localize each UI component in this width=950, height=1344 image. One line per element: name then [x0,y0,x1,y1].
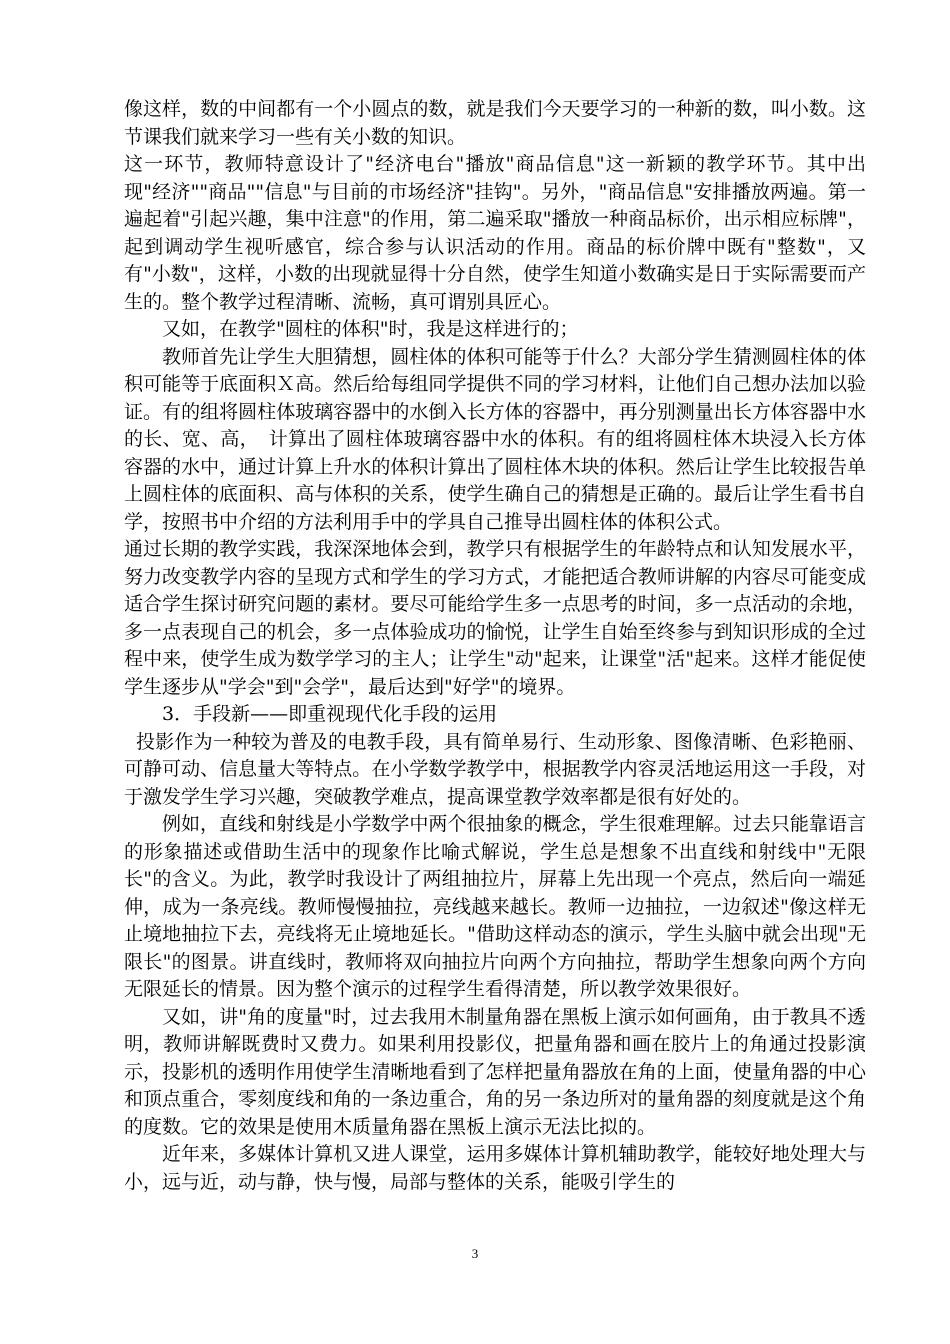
paragraph-cylinder-example-intro: 又如，在教学"圆柱的体积"时，我是这样进行的； [162,318,579,340]
section-heading-modern-means: 3．手段新——即重视现代化手段的运用 [162,703,498,725]
page-number: 3 [471,1246,479,1261]
paragraph-angle-measure: 又如，讲"角的度量"时，过去我用木制量角器在黑板上演示如何画角，由于教具不透明，教师讲解既费时又费力。如果利用投影仪，把量角器和画在胶片上的角通过投影演示，投影机的透明作用使学生清晰地看到了怎样把量角器放在角的上面，使量角器的中心和顶点重合，零刻度线和角的一条边重合，角的另一条边所对的量角器的刻度就是这个角的度数。它的效果是使用木质量角器在黑板上演示无法比拟的。 [124,1005,866,1138]
paragraph-lines-rays: 例如，直线和射线是小学数学中两个很抽象的概念，学生很难理解。过去只能靠语言的形象描述或借助生活中的现象作比喻式解说，学生总是想象不出直线和射线中"无限长"的含义。为此，教学时我设计了两组抽拉片，屏幕上先出现一个亮点，然后向一端延伸，成为一条亮线。教师慢慢抽拉，亮线越来越长。教师一边抽拉，一边叙述"像这样无止境地抽拉下去，亮线将无止境地延长。"借助这样动态的演示，学生头脑中就会出现"无限长"的图景。讲直线时，教师将双向抽拉片向两个方向抽拉，帮助学生想象向两个方向无限延长的情景。因为整个演示的过程学生看得清楚，所以教学效果很好。 [124,813,866,1000]
paragraph-economy-radio: 这一环节，教师特意设计了"经济电台"播放"商品信息"这一新颖的教学环节。其中出现"经济""商品""信息"与目前的市场经济"挂钩"。另外，"商品信息"安排播放两遍。第一遍起着"引起兴趣，集中注意"的作用，第二遍采取"播放一种商品标价，出示相应标牌"，起到调动学生视听感官，综合参与认识活动的作用。商品的标价牌中既有"整数"，又有"小数"，这样，小数的出现就显得十分自然，使学生知道小数确实是日于实际需要而产生的。整个教学过程清晰、流畅，真可谓别具匠心。 [124,153,866,313]
document-body [124,96,866,1196]
paragraph-cylinder-volume: 教师首先让学生大胆猜想，圆柱体的体积可能等于什么？大部分学生猜测圆柱体的体积可能等于底面积Ｘ高。然后给每组同学提供不同的学习材料，让他们自己想办法加以验证。有的组将圆柱体玻璃容器中的水倒入长方体的容器中，再分别测量出长方体容器中水的长、宽、高， 计算出了圆柱体玻璃容器中水的体积。有的组将圆柱体木块浸入长方体容器的水中，通过计算上升水的体积计算出了圆柱体木块的体积。然后让学生比较报告单上圆柱体的底面积、高与体积的关系，使学生确自己的猜想是正确的。最后让学生看书自学，按照书中介绍的方法利用手中的学具自己推导出圆柱体的体积公式。 [124,345,866,533]
paragraph-multimedia: 近年来，多媒体计算机又进人课堂，运用多媒体计算机辅助教学，能较好地处理大与小，远与近，动与静，快与慢，局部与整体的关系，能吸引学生的 [124,1143,866,1193]
paragraph-projection: 投影作为一种较为普及的电教手段，具有简单易行、生动形象、图像清晰、色彩艳丽、可静可动、信息量大等特点。在小学数学教学中，根据教学内容灵活地运用这一手段，对于激发学生学习兴趣，突破教学难点，提高课堂教学效率都是很有好处的。 [124,730,866,808]
paragraph-decimal-intro: 像这样，数的中间都有一个小圆点的数，就是我们今天要学习的一种新的数，叫小数。这节课我们就来学习一些有关小数的知识。 [124,98,866,148]
paragraph-teaching-practice: 通过长期的教学实践，我深深地体会到，教学只有根据学生的年龄特点和认知发展水平，努力改变教学内容的呈现方式和学生的学习方式，才能把适合教师讲解的内容尽可能变成适合学生探讨研究问题的素材。要尽可能给学生多一点思考的时间，多一点活动的余地，多一点表现自己的机会，多一点体验成功的愉悦，让学生自始至终参与到知识形成的全过程中来，使学生成为数学学习的主人；让学生"动"起来，让课堂"活"起来。这样才能促使学生逐步从"学会"到"会学"，最后达到"好学"的境界。 [124,538,866,698]
